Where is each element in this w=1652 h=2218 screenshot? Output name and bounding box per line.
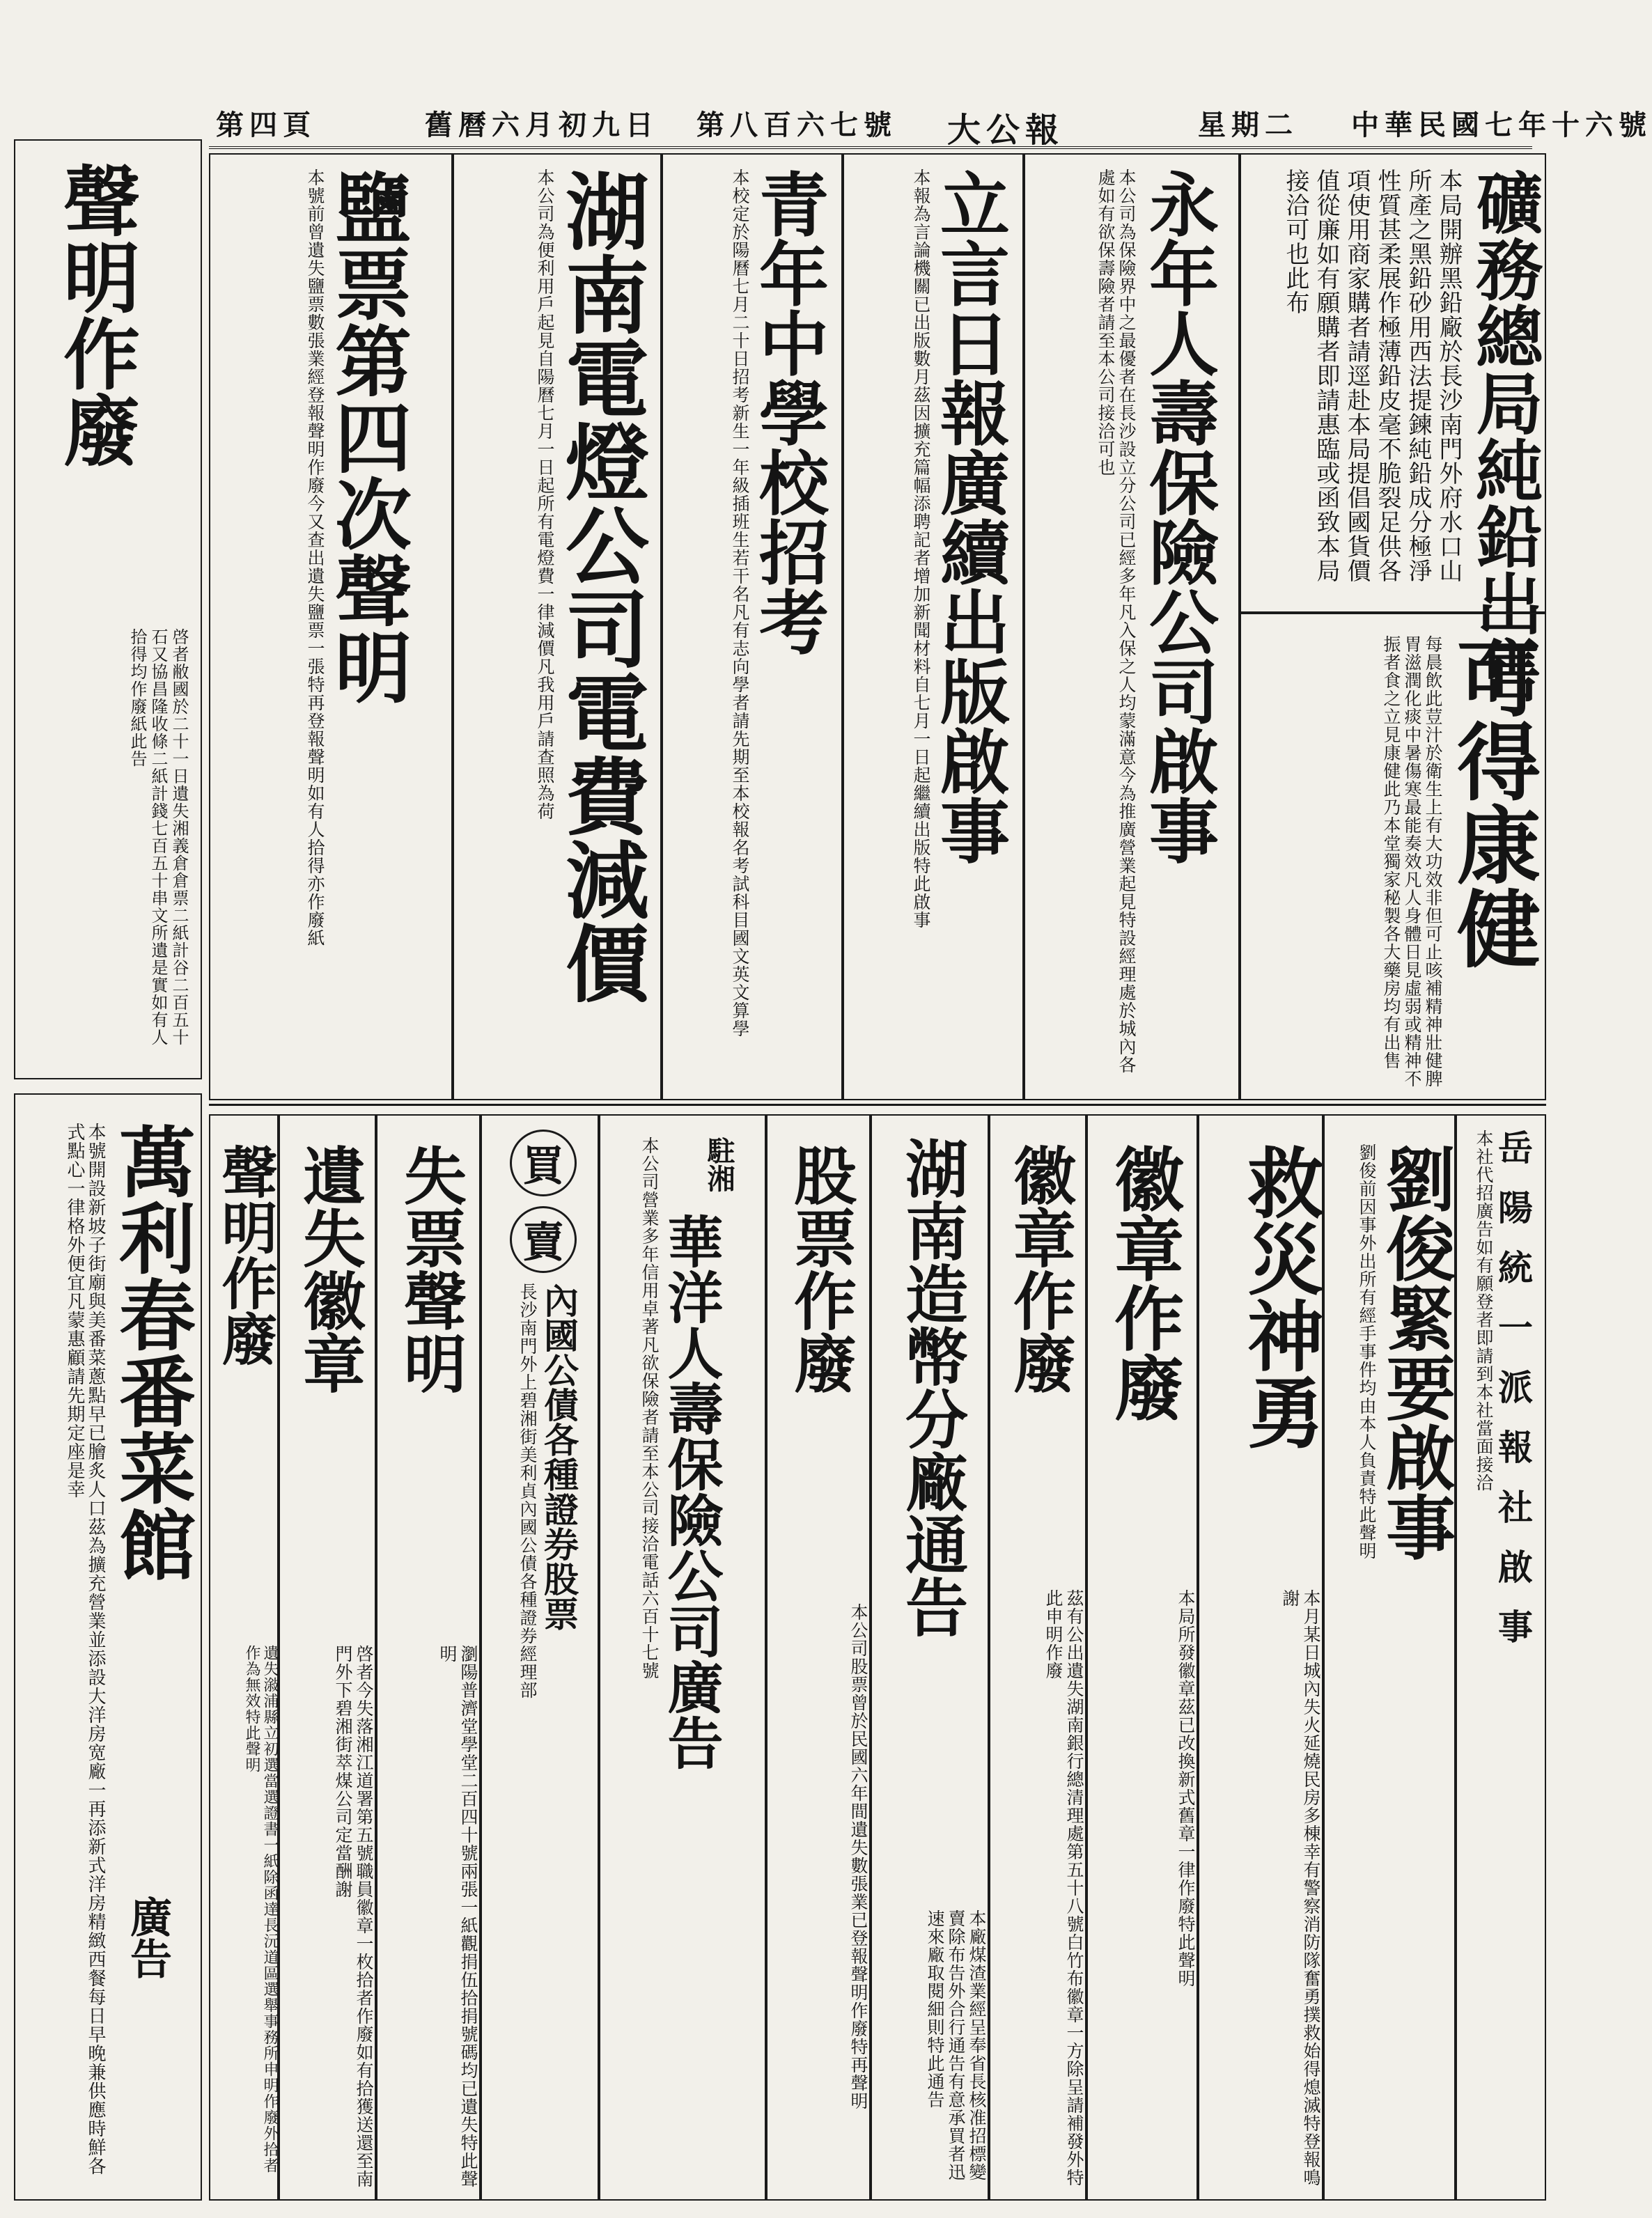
- ad-body: 啓者敝國於二十一日遺失湘義倉倉票二紙計谷二百五十石又協昌隆收條二紙計錢七百五十串文所遺是實如有人拾得均作廢紙此告: [127, 628, 189, 1046]
- ad-title: 救災神勇: [1235, 1143, 1325, 1450]
- ad-title: 可得康健: [1443, 635, 1541, 969]
- ad-title: 湖南造幣分廠通告: [894, 1137, 968, 1638]
- ad-body: 茲有公出遺失湖南銀行總清理處第五十八號白竹布徽章一方除呈請補發外特此申明作廢: [1043, 1589, 1084, 2187]
- ad-buysell: [481, 1114, 599, 2201]
- ad-body: 本校定於陽曆七月二十日招考新生一年級插班生若干名凡有志向學者請先期至本校報名考試科目國文英文算學: [730, 169, 750, 1038]
- ad-stock: [766, 1114, 871, 2201]
- ad-body: 瀏陽普濟堂學堂二百四十號兩張一紙觀捐伍拾捐號碼均已遺失特此聲明: [437, 1645, 478, 2188]
- lunar-date: 舊曆六月初九日: [425, 109, 659, 141]
- ad-title: 鹽票第四次聲明: [322, 169, 412, 705]
- ad-title: 劉俊緊要啟事: [1374, 1143, 1456, 1561]
- ad-electric: [453, 153, 662, 1100]
- buy-stamp: 買: [510, 1130, 577, 1196]
- ad-subtitle: 駐湘: [703, 1137, 735, 1192]
- ad-body: 本月某日城內失火延燒民房多棟幸有警察消防隊奮勇撲救始得熄滅特登報鳴謝: [1280, 1589, 1321, 2187]
- ad-upper-left-declaration: [14, 139, 202, 1079]
- ad-line-2: 長沙南門外上碧湘街美利貞內國公債各種證券經理部: [517, 1283, 538, 1699]
- ad-body: 本報為言論機關已出版數月茲因擴充篇幅添聘記者增加新聞材料自七月一日起繼續出版特此啟事: [911, 169, 931, 929]
- ad-title: 湖南電燈公司電費減價: [552, 169, 650, 1004]
- ad-yongnian: [1024, 153, 1240, 1100]
- weekday: 星期二: [1198, 109, 1298, 141]
- ad-title: 聲明作廢: [212, 1143, 278, 1366]
- ad-lost-badge: [279, 1114, 376, 2201]
- ad-title: 華洋人壽保險公司廣告: [658, 1213, 724, 1770]
- ad-yueyang: [1456, 1114, 1546, 2201]
- ad-mint: [871, 1114, 989, 2201]
- ad-huayang: [599, 1114, 766, 2201]
- ad-body: 本號開設新坡子街廟與美番菜蔥點早已膾炙人口茲為擴充營業並添設大洋房宽廠一再添新式洋房精緻西餐每日早晚兼供應時鮮各式點心一律格外便宜凡蒙惠顧請先期定座是幸: [64, 1123, 106, 2176]
- republic-date: 中華民國七年十六號: [1351, 109, 1652, 141]
- ad-body: 本公司股票曾於民國六年間遺失數張業已登報聲明作廢特再聲明: [848, 1603, 868, 2110]
- ad-school: [662, 153, 843, 1100]
- ad-huizhang-2: [989, 1114, 1086, 2201]
- ad-subtitle: 廣告: [123, 1896, 172, 1979]
- ad-title: 萬利春番菜館: [107, 1123, 196, 1582]
- paper-name: 大公報: [947, 111, 1065, 150]
- ad-body: 本局開辦黑鉛廠於長沙南門外府水口山所產之黑鉛砂用西法提鍊純鉛成分極淨性質甚柔展作極薄鉛皮毫不脆裂足供各項使用商家購者請逕赴本局提倡國貨價值從廉如有願購者即請惠臨或函致本局接洽可也此布: [1281, 169, 1463, 583]
- ad-lijian: [843, 153, 1024, 1100]
- ad-title: 徽章作廢: [1102, 1143, 1185, 1422]
- ad-salt: [209, 153, 453, 1100]
- ad-body: 本號前曾遺失鹽票數張業經登報聲明作廢今又查出遺失鹽票一張特再登報聲明如有人拾得亦作廢紙: [305, 169, 325, 947]
- ad-body: 本局所發徽章茲已改換新式舊章一律作廢特此聲明: [1176, 1589, 1196, 1987]
- ad-title: 徽章作廢: [1002, 1143, 1076, 1394]
- ad-title: 礦務總局純鉛出售: [1465, 169, 1544, 703]
- ad-title: 岳陽統一派報社啟事: [1493, 1130, 1534, 1669]
- ad-body: 本公司營業多年信用卓著凡欲保險者請至本公司接洽電話六百十七號: [639, 1137, 660, 1680]
- ad-lost-ticket: [376, 1114, 481, 2201]
- ad-body: 啓者今失落湘江道署第五號職員徽章一枚拾者作廢如有拾獲送還至南門外下碧湘街萃煤公司定當酬謝: [333, 1645, 374, 2188]
- ad-body: 劉俊前因事外出所有經手事件均由本人負責特此聲明: [1357, 1143, 1377, 1560]
- ad-title: 股票作廢: [783, 1143, 857, 1394]
- ad-title: 遺失徽章: [292, 1143, 366, 1394]
- ad-liujun: [1323, 1114, 1456, 2201]
- ad-title: 聲明作廢: [51, 162, 141, 468]
- page-number: 第四頁: [216, 109, 316, 141]
- ad-mining: [1240, 153, 1546, 703]
- ad-body: 本廠煤渣業經呈奉省長核准招標變賣除布告外合行通告有意承買者迅速來廠取閱細則特此通告: [925, 1909, 987, 2181]
- ad-body: 每晨飲此荳汁於衛生上有大功效非但可止咳補精神壯健脾胃滋潤化痰中暑傷寒最能奏效凡人身體日見虛弱或精神不振者食之立見康健此乃本堂獨家秘製各大藥房均有出售: [1381, 635, 1443, 1088]
- ad-title: 立言日報廣續出版啟事: [928, 169, 1011, 865]
- ad-title: 永年人壽保險公司啟事: [1137, 169, 1219, 865]
- ad-body: 本社代招廣告如有願登者即請到本社當面接洽: [1474, 1130, 1494, 1492]
- ad-jiuzai: [1198, 1114, 1323, 2201]
- ad-kedekang: [1240, 613, 1546, 1100]
- ad-huizhang-1: [1086, 1114, 1198, 2201]
- section-divider: [209, 1104, 1546, 1106]
- ad-wanli: [14, 1093, 202, 2201]
- masthead: [209, 97, 1652, 150]
- ad-declaration: [209, 1114, 279, 2201]
- ad-body: 遺失潊浦縣立初選當選證書一紙除函達長沅道區選舉事務所申明作廢外拾者作為無效特此聲明: [243, 1645, 279, 2173]
- ad-body: 本公司為保險界中之最優者在長沙設立分公司已經多年凡入保之人均蒙滿意今為推廣營業起見特設經理處於城內各處如有欲保壽險者請至本公司接洽可也: [1096, 169, 1137, 1074]
- issue-number: 第八百六七號: [696, 109, 897, 141]
- sell-stamp: 賣: [510, 1206, 577, 1273]
- ad-line-1: 內國公債各種證券股票: [538, 1283, 579, 1631]
- ad-title: 青年中學校招考: [747, 169, 829, 656]
- ad-title: 失票聲明: [393, 1143, 467, 1394]
- ad-body: 本公司為便利用戶起見自陽曆七月一日起所有電燈費一律減價凡我用戶請查照為荷: [535, 169, 555, 820]
